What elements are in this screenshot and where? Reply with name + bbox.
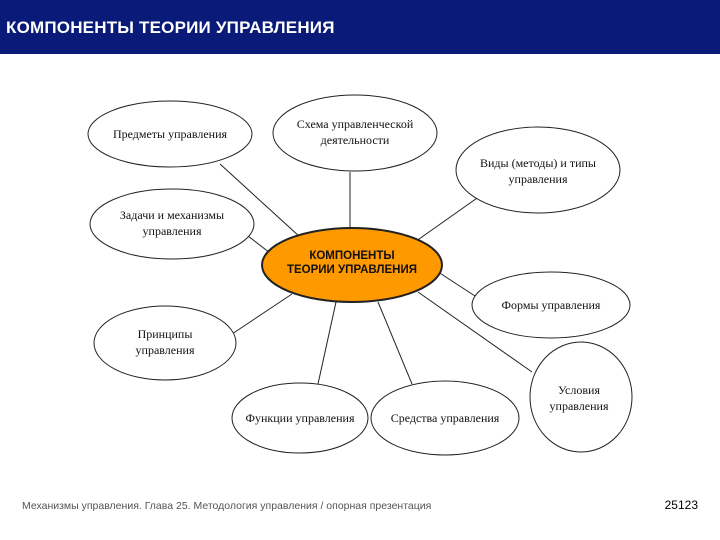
connector-line bbox=[232, 294, 292, 334]
connector-line bbox=[412, 196, 480, 244]
node-means-label: Средства управления bbox=[390, 411, 500, 425]
node-tasks-label-line1: Задачи и механизмы bbox=[119, 208, 225, 222]
node-scheme-label-line1: Схема управленческой bbox=[296, 117, 414, 131]
connector-line bbox=[378, 302, 412, 384]
node-forms-label: Формы управления bbox=[501, 298, 601, 312]
node-types-label-line2: управления bbox=[508, 172, 568, 186]
node-functions-label: Функции управления bbox=[245, 411, 355, 425]
node-ellipse bbox=[530, 342, 632, 452]
node-conditions-label-line1: Условия bbox=[558, 383, 600, 397]
node-types-label-line1: Виды (методы) и типы bbox=[480, 156, 596, 170]
page-number: 25123 bbox=[664, 498, 698, 512]
connector-line bbox=[248, 236, 270, 253]
node-subjects-label: Предметы управления bbox=[112, 127, 228, 141]
node-principles-label-line2: управления bbox=[135, 343, 195, 357]
center-node-label-line1: КОМПОНЕНТЫ bbox=[309, 250, 395, 262]
node-scheme-label-line2: деятельности bbox=[320, 133, 390, 147]
node-principles-label-line1: Принципы bbox=[137, 327, 193, 341]
footer-caption: Механизмы управления. Глава 25. Методология управления / опорная презентация bbox=[22, 500, 432, 512]
slide-title: КОМПОНЕНТЫ ТЕОРИИ УПРАВЛЕНИЯ bbox=[6, 18, 335, 37]
center-node-label-line2: ТЕОРИИ УПРАВЛЕНИЯ bbox=[286, 264, 418, 276]
connector-line bbox=[318, 302, 336, 384]
node-tasks-label-line2: управления bbox=[142, 224, 202, 238]
node-conditions-label-line2: управления bbox=[549, 399, 609, 413]
node-ellipse bbox=[456, 127, 620, 213]
